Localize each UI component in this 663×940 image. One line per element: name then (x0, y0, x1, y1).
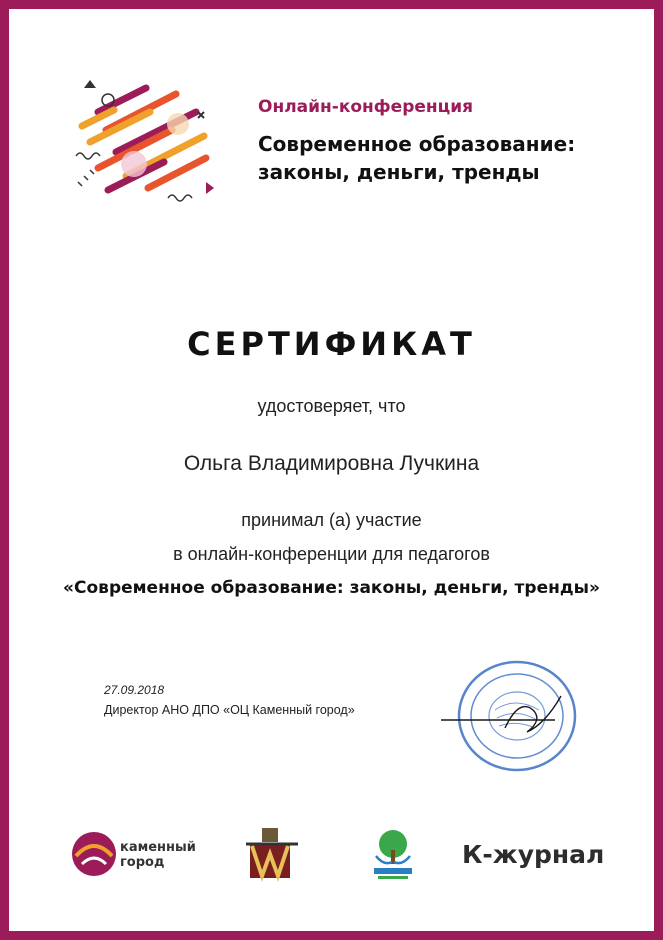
conference-title (258, 130, 598, 186)
kg-line1: каменный (120, 840, 196, 855)
kamenny-gorod-wordmark (120, 840, 200, 870)
issue-date: 27.09.2018 (104, 683, 165, 697)
director-title: Директор АНО ДПО «ОЦ Каменный город» (104, 703, 355, 717)
gzupk-logo-icon (366, 826, 420, 882)
certifies-text: удостоверяет, что (257, 396, 406, 416)
tw-emblem-icon (242, 826, 302, 882)
conference-kicker: Онлайн-конференция (258, 97, 474, 117)
conference-title-line1: Современное образование: (258, 132, 576, 156)
conference-type-text: в онлайн-конференции для педагогов (173, 544, 490, 564)
k-journal-logo: К-журнал (462, 840, 605, 869)
certificate-heading: СЕРТИФИКАТ (187, 325, 476, 363)
official-stamp-icon (435, 658, 585, 778)
conference-art-icon (68, 72, 218, 207)
conference-name-quote: «Современное образование: законы, деньги, тренды» (63, 578, 600, 598)
conference-title-line2: законы, деньги, тренды (258, 160, 540, 184)
participation-text: принимал (а) участие (241, 510, 422, 530)
kg-line2: город (120, 855, 165, 870)
recipient-name: Ольга Владимировна Лучкина (183, 452, 480, 475)
